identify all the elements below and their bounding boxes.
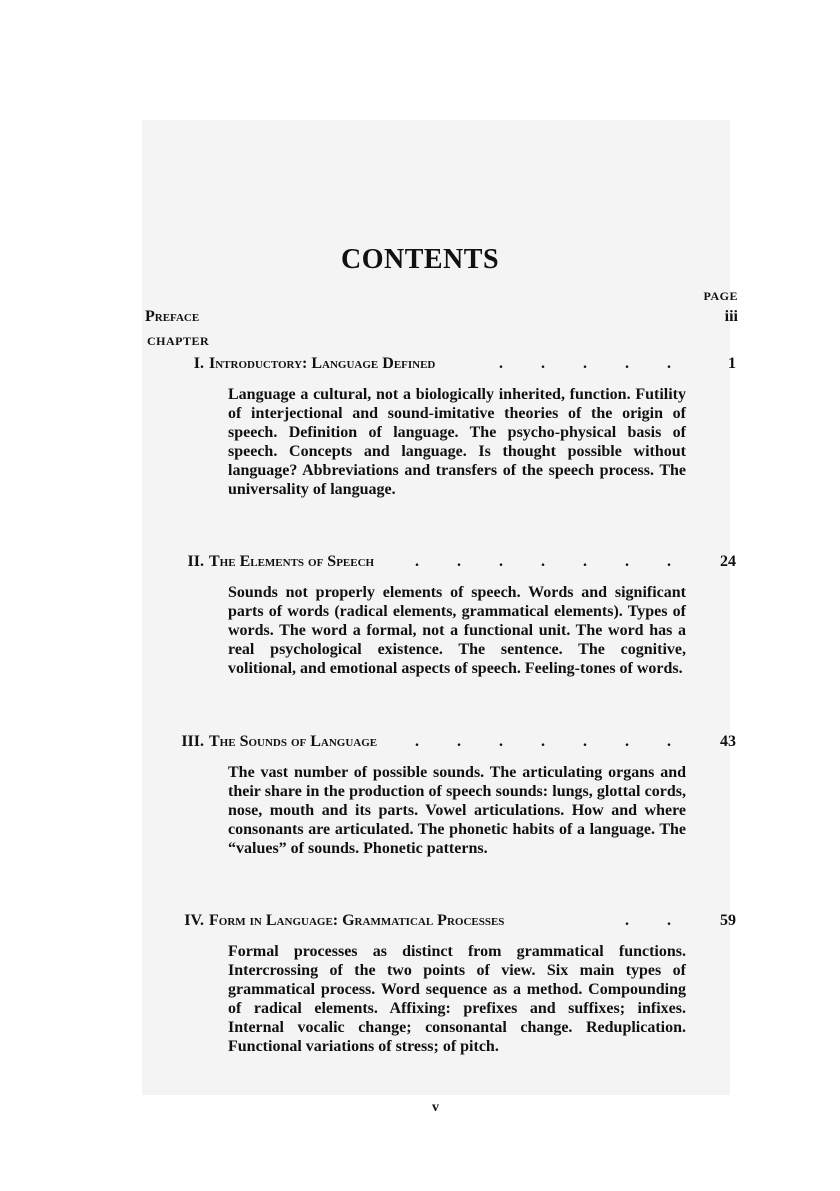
chapter-description: Language a cultural, not a biologically inherited, function. Futility of interjectional and sound-imitative theories of the origin of speech. Definition of language. The psycho-physical basis of speech. Concepts and language. Is thought possible without language? Abbreviations and transfers of the speech process. The universality of language. <box>228 386 686 498</box>
chapter-page: 24 <box>720 553 736 570</box>
chapter-heading <box>145 733 742 757</box>
footer-signature-mark: v <box>432 1100 439 1115</box>
chapter-description: Formal processes as distinct from grammatical functions. Intercrossing of the two points of view. Six main types of grammatical process. Word sequence as a method. Compounding of radical elements. Affixing: prefixes and suffixes; infixes. Internal vocalic change; consonantal change. Reduplication. Functional variations of stress; of pitch. <box>228 943 686 1055</box>
leader-dots: . . . . . <box>499 355 688 372</box>
chapter-page: 43 <box>720 733 736 750</box>
chapter-column-label: CHAPTER <box>147 334 210 348</box>
chapter-heading <box>145 912 742 936</box>
preface-label: Preface <box>145 308 200 325</box>
chapter-entry-1 <box>145 355 742 499</box>
chapter-page: 59 <box>720 912 736 929</box>
chapter-number: I. <box>193 355 204 372</box>
chapter-entry-3 <box>145 733 742 858</box>
chapter-description: The vast number of possible sounds. The articulating organs and their share in the production of speech sounds: lungs, glottal cords, nose, mouth and its parts. Vowel articulations. How and where consonants are articulated. The phonetic habits of a language. The “values” of sounds. Phonetic patterns. <box>228 764 686 857</box>
chapter-page: 1 <box>728 355 736 372</box>
preface-page: iii <box>724 308 738 325</box>
chapter-number: IV. <box>184 912 204 929</box>
chapter-number: III. <box>181 733 204 750</box>
chapter-heading <box>145 553 742 577</box>
chapter-title: The Sounds of Language <box>209 733 378 750</box>
leader-dots: . . . . . . . <box>415 733 688 750</box>
chapter-number: II. <box>187 553 204 570</box>
preface-entry <box>145 308 738 330</box>
page-title: CONTENTS <box>340 244 500 275</box>
page-column-label: PAGE <box>703 289 738 303</box>
chapter-entry-2 <box>145 553 742 678</box>
chapter-title: The Elements of Speech <box>209 553 375 570</box>
chapter-entry-4 <box>145 912 742 1056</box>
leader-dots: . . . . . . . <box>415 553 688 570</box>
chapter-title: Introductory: Language Defined <box>209 355 436 372</box>
leader-dots: . . <box>625 912 688 929</box>
chapter-description: Sounds not properly elements of speech. Words and significant parts of words (radical elements, grammatical elements). Types of words. The word a formal, not a functional unit. The word has a real psychological existence. The sentence. The cognitive, volitional, and emotional aspects of speech. Feeling-tones of words. <box>228 584 686 677</box>
chapter-heading <box>145 355 742 379</box>
chapter-title: Form in Language: Grammatical Processes <box>209 912 505 929</box>
